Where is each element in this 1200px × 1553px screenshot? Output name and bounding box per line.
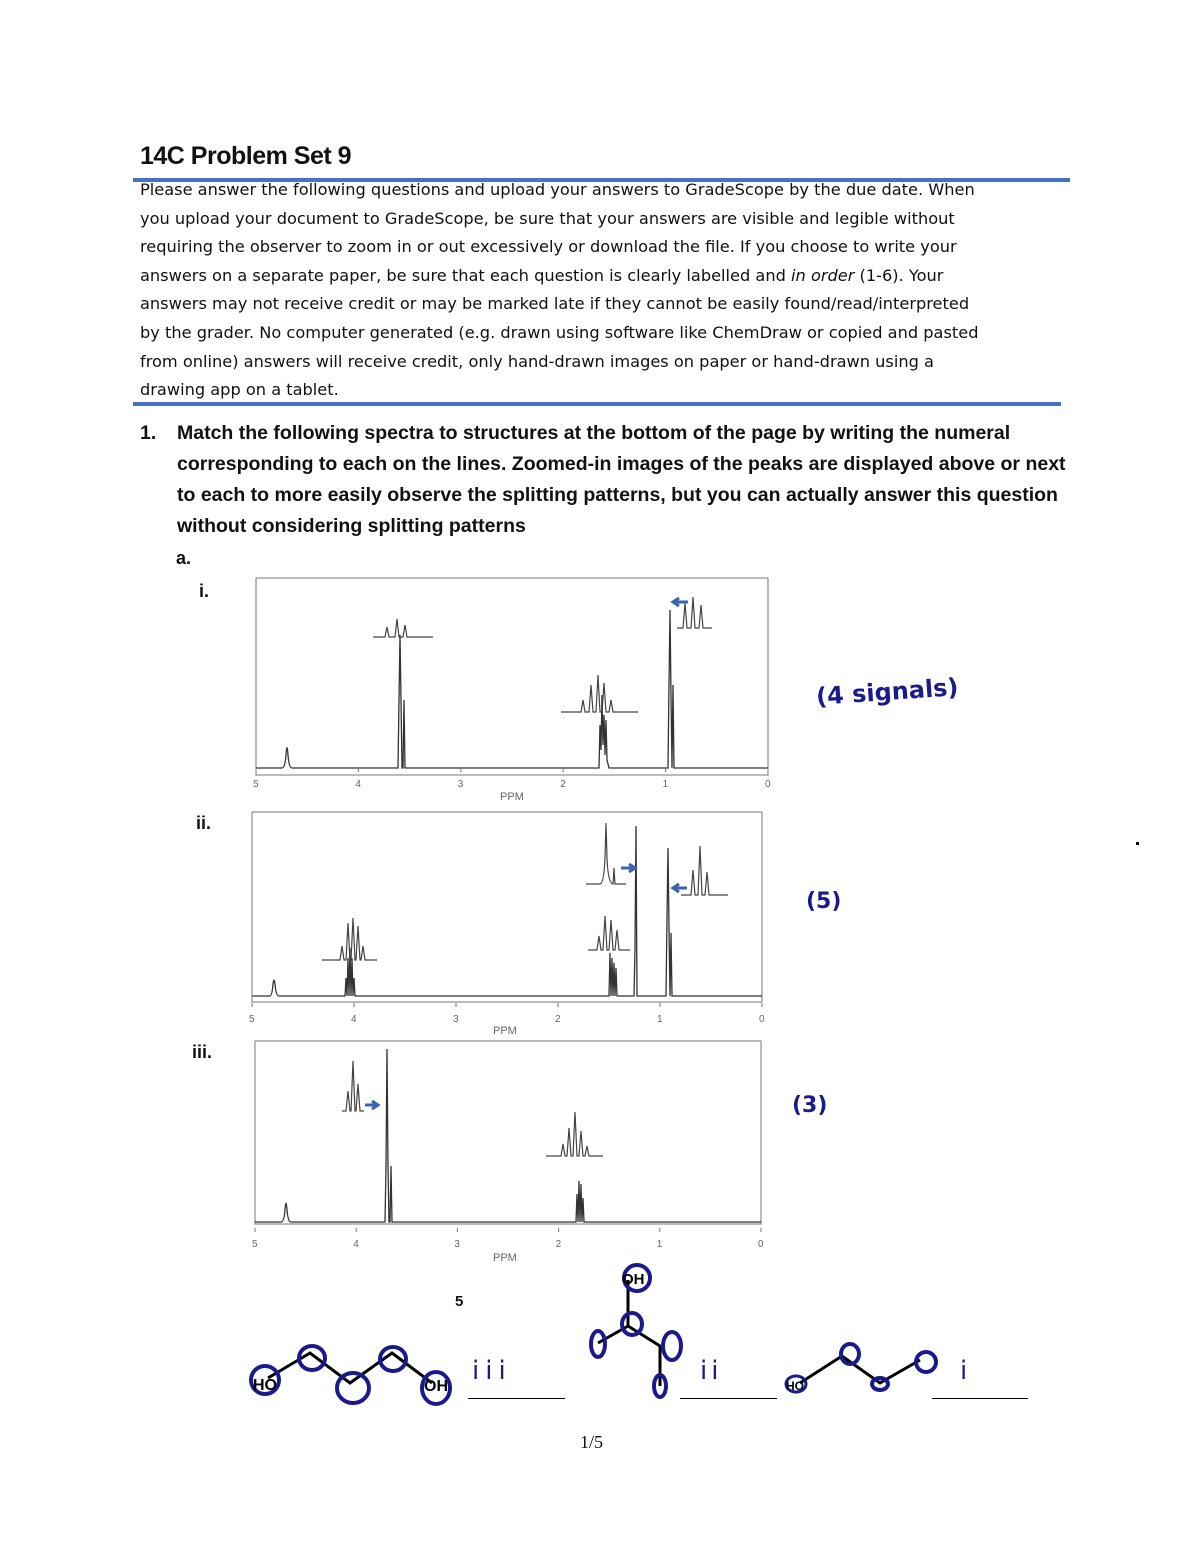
structure-3-bonds — [800, 1356, 920, 1383]
x-tick-label: 2 — [555, 1014, 561, 1025]
x-tick-label: 1 — [662, 779, 669, 790]
x-tick-label: 4 — [353, 1239, 359, 1250]
nmr-spectrum-iii — [245, 1036, 785, 1266]
x-tick-label: 0 — [758, 1239, 764, 1250]
intro-line: by the grader. No computer generated (e.g. drawn using software like ChemDraw or copied and pasted — [140, 322, 979, 342]
x-tick-label: 5 — [253, 779, 259, 790]
zoom-inset — [586, 823, 626, 884]
x-tick-label: 4 — [355, 779, 361, 790]
x-tick-label: 0 — [765, 779, 771, 790]
intro-line: from online) answers will receive credit, only hand-drawn images on paper or hand-drawn using a — [140, 351, 934, 371]
spectrum-iii-note: (3) — [792, 1093, 828, 1118]
intro-line: Please answer the following questions and upload your answers to GradeScope by the due date. When — [140, 180, 975, 199]
question-number: 1. — [140, 422, 157, 444]
circled-proton — [337, 1373, 369, 1403]
x-tick-label: 1 — [657, 1014, 663, 1025]
x-tick-label: 2 — [555, 1239, 562, 1250]
plot-frame — [256, 578, 768, 775]
x-axis-ticks — [252, 1228, 764, 1250]
circled-proton — [663, 1332, 681, 1360]
atom-label: HO — [253, 1377, 277, 1394]
spectrum-ii-note: (5) — [806, 889, 842, 914]
intro-line: answers on a separate paper, be sure that each question is clearly labelled and in order (1-6). Your — [140, 265, 944, 285]
plot-frame — [252, 812, 762, 1002]
x-axis-label: PPM — [493, 1025, 517, 1037]
x-axis-label: PPM — [500, 791, 524, 803]
spectrum-iii-label: iii. — [192, 1042, 213, 1062]
intro-line: you upload your document to GradeScope, be sure that your answers are visible and legible without — [140, 208, 955, 228]
answer-1[interactable]: iii — [472, 1356, 512, 1386]
question-1 — [140, 418, 1070, 542]
zoom-inset — [373, 619, 433, 637]
structure-marker: 5 — [455, 1293, 464, 1310]
in-order-emphasis: in order — [791, 265, 855, 285]
x-tick-label: 1 — [656, 1239, 663, 1250]
structures-drawing — [240, 1258, 1060, 1418]
x-tick-label: 4 — [351, 1014, 357, 1025]
spectrum-i-label: i. — [199, 581, 210, 601]
plot-frame — [255, 1041, 761, 1224]
arrow-icon — [673, 884, 687, 892]
stray-dot — [1136, 842, 1139, 845]
zoom-inset — [342, 1061, 364, 1111]
x-tick-label: 3 — [454, 1239, 460, 1250]
intro-line: answers may not receive credit or may be marked late if they cannot be easily found/read/interpreted — [140, 294, 970, 314]
arrow-icon — [621, 864, 635, 872]
x-axis-ticks — [249, 1003, 765, 1025]
spectrum-trace — [252, 826, 762, 996]
circled-proton — [622, 1313, 642, 1335]
intro-line: requiring the observer to zoom in or out excessively or download the file. If you choose to write your — [140, 237, 957, 257]
atom-label: HO — [786, 1379, 804, 1393]
intro-rule — [133, 402, 1061, 406]
intro-line: drawing app on a tablet. — [140, 380, 339, 400]
zoom-inset — [561, 675, 638, 712]
question-text: Match the following spectra to structures at the bottom of the page by writing the numeral corresponding to each on the lines. Zoomed-in images of the peaks are displayed above or next to each to more easily observe the splitting patterns, but you can actually answer this question without considering splitting patterns — [177, 422, 1066, 537]
atom-label: OH — [622, 1271, 645, 1288]
answer-line-3 — [932, 1398, 1028, 1399]
spectrum-trace — [256, 610, 768, 768]
x-tick-label: 2 — [560, 779, 566, 790]
atom-label: OH — [424, 1378, 448, 1395]
x-tick-label: 5 — [252, 1239, 258, 1250]
spectrum-i-note: (4 signals) — [815, 673, 960, 711]
answer-2[interactable]: ii — [700, 1356, 723, 1386]
part-a-label: a. — [176, 548, 192, 568]
spectrum-trace — [255, 1049, 761, 1222]
zoom-inset — [322, 918, 377, 960]
answer-line-1 — [468, 1398, 565, 1399]
circled-proton — [591, 1331, 605, 1357]
x-tick-label: 0 — [759, 1014, 765, 1025]
zoom-inset — [546, 1112, 603, 1156]
x-tick-label: 5 — [249, 1014, 255, 1025]
spectrum-ii-label: ii. — [196, 813, 212, 833]
instructions — [140, 176, 1060, 405]
x-axis-ticks — [253, 768, 771, 790]
zoom-inset — [588, 916, 630, 950]
page-title: 14C Problem Set 9 — [140, 142, 352, 170]
zoom-inset — [681, 846, 728, 895]
arrow-icon — [365, 1101, 378, 1109]
nmr-spectrum-i — [245, 575, 785, 810]
page-number: 1/5 — [580, 1432, 604, 1452]
x-tick-label: 3 — [453, 1014, 459, 1025]
x-axis-label: PPM — [493, 1252, 517, 1264]
answer-3[interactable]: i — [960, 1356, 968, 1386]
arrow-icon — [673, 598, 688, 606]
x-tick-label: 3 — [457, 779, 464, 790]
nmr-spectrum-ii — [245, 808, 785, 1038]
answer-line-2 — [680, 1398, 777, 1399]
